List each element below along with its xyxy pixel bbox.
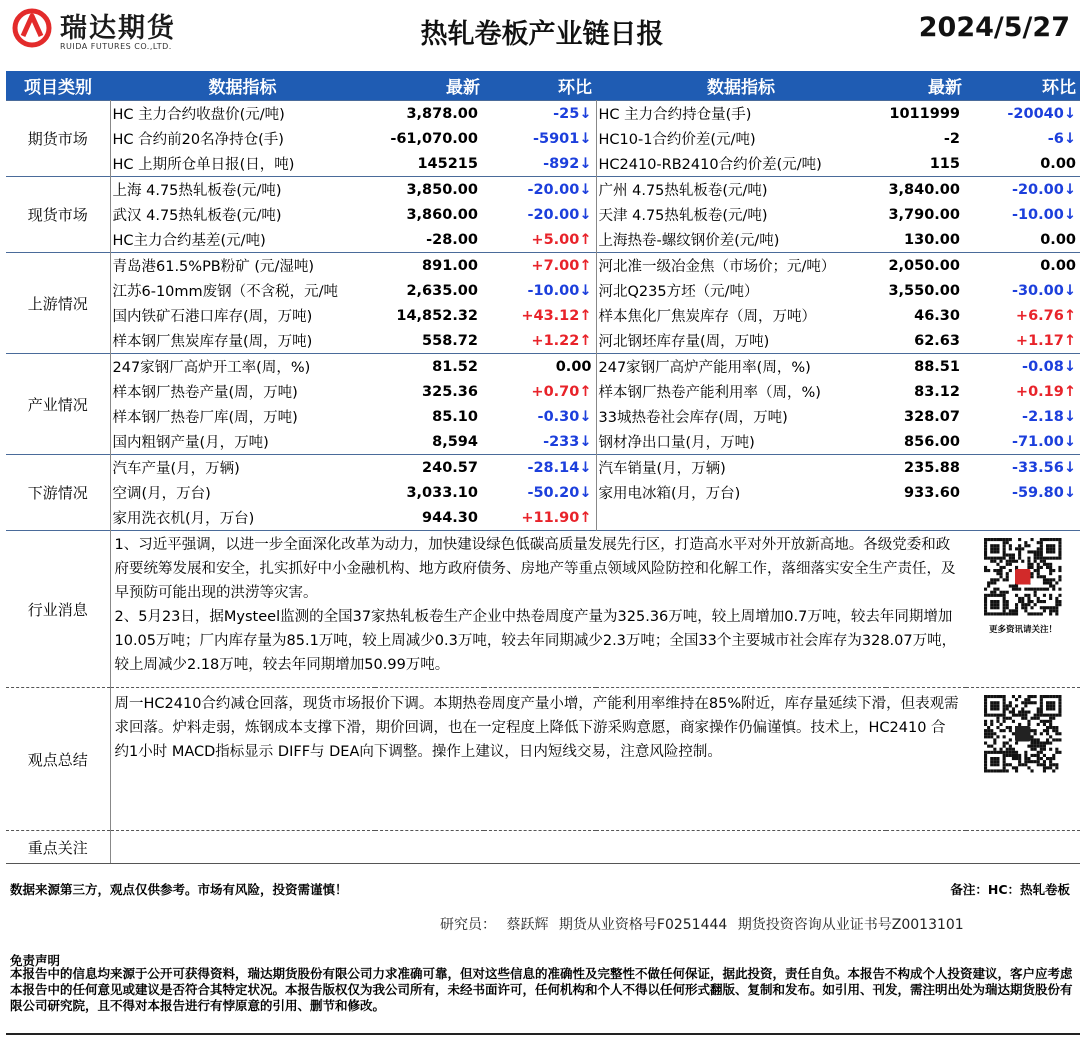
indicator-name: 江苏6-10mm废钢（不含税，元/吨 bbox=[112, 284, 339, 300]
latest-value: 240.57 bbox=[375, 455, 484, 481]
table-row bbox=[6, 126, 1080, 151]
bottom-divider bbox=[6, 1033, 1080, 1035]
change-value-right: -20040↓ bbox=[966, 101, 1080, 127]
table-row bbox=[6, 303, 1080, 328]
view-text: 周一HC2410合约减仓回落，现货市场报价下调。本期热卷周度产量小增，产能利用率维持在85%附近，库存量延续下滑，但表观需求回落。炉料走弱，炼钢成本支撑下滑，期价回调，也在一定程度上降低下游采购意愿，商家操作仍偏谨慎。技术上，HC2410 合约1小时 MACD指标显示 DIFF与 DEA向下调整。操作上建议，日内短线交易，注意风险控制。 bbox=[110, 688, 966, 831]
indicator-name-right: 河北钢坯库存量(周，万吨) bbox=[598, 334, 770, 350]
indicator-name: 武汉 4.75热轧板卷(元/吨) bbox=[112, 208, 282, 224]
latest-value-right: 130.00 bbox=[904, 231, 960, 248]
view-label: 观点总结 bbox=[6, 688, 110, 831]
header-latest: 最新 bbox=[375, 71, 484, 101]
latest-value-right: 856.00 bbox=[904, 433, 960, 450]
indicator-name: 青岛港61.5%PB粉矿 (元/湿吨) bbox=[110, 253, 375, 279]
indicator-name: 汽车产量(月，万辆) bbox=[110, 455, 375, 481]
latest-value-right: -2 bbox=[943, 130, 960, 147]
indicator-name-right: 河北Q235方坯（元/吨） bbox=[598, 284, 759, 300]
latest-value: 2,635.00 bbox=[406, 282, 478, 299]
latest-value: 81.52 bbox=[375, 354, 484, 380]
indicator-name: 国内粗钢产量(月，万吨) bbox=[112, 435, 269, 451]
indicator-name-right: 样本焦化厂焦炭库存（周，万吨） bbox=[598, 309, 816, 325]
indicator-name-right: 33城热卷社会库存(周，万吨) bbox=[598, 410, 788, 426]
analyst-info: 研究员： 蔡跃辉 期货从业资格号F0251444 期货投资咨询从业证书号Z0013101 bbox=[440, 917, 964, 933]
latest-value: 3,860.00 bbox=[406, 206, 478, 223]
indicator-name-right: 247家钢厂高炉产能用率(周，%) bbox=[596, 354, 886, 380]
indicator-name-right: 样本钢厂热卷产能利用率（周，%) bbox=[598, 385, 821, 401]
change-value-right: 0.00 bbox=[1040, 155, 1076, 172]
change-value: +0.70↑ bbox=[484, 379, 596, 404]
latest-value-right: 83.12 bbox=[914, 383, 960, 400]
change-value-right: -71.00↓ bbox=[1011, 433, 1076, 450]
table-row bbox=[6, 151, 1080, 177]
change-value-right: -30.00↓ bbox=[1011, 282, 1076, 299]
table-row bbox=[6, 379, 1080, 404]
table-header-row bbox=[6, 71, 1080, 101]
change-value-right: -10.00↓ bbox=[1011, 206, 1076, 223]
view-qr-cell bbox=[966, 688, 1080, 831]
change-value-right: -33.56↓ bbox=[966, 455, 1080, 481]
category-futures: 期货市场 bbox=[6, 101, 110, 177]
change-value-right: -2.18↓ bbox=[1022, 408, 1076, 425]
category-industry: 产业情况 bbox=[6, 354, 110, 455]
table-row bbox=[6, 404, 1080, 429]
latest-value-right: 235.88 bbox=[886, 455, 966, 481]
latest-value: -28.00 bbox=[426, 231, 478, 248]
change-value: +7.00↑ bbox=[484, 253, 596, 279]
qr-code-icon bbox=[970, 537, 1076, 617]
focus-text bbox=[110, 831, 1080, 864]
data-source-note: 数据来源第三方，观点仅供参考。市场有风险，投资需谨慎！ bbox=[10, 882, 348, 897]
latest-value-right: 1011999 bbox=[886, 101, 966, 127]
change-value: -20.00↓ bbox=[484, 177, 596, 203]
table-row bbox=[6, 455, 1080, 481]
change-value: -5901↓ bbox=[484, 126, 596, 151]
latest-value-right: 3,840.00 bbox=[886, 177, 966, 203]
header-indicator: 数据指标 bbox=[110, 71, 375, 101]
latest-value: 85.10 bbox=[432, 408, 478, 425]
header-change-right: 环比 bbox=[966, 71, 1080, 101]
latest-value-right bbox=[886, 505, 966, 531]
latest-value: 891.00 bbox=[375, 253, 484, 279]
change-value: -0.30↓ bbox=[484, 404, 596, 429]
indicator-name: 样本钢厂热卷产量(周，万吨) bbox=[112, 385, 298, 401]
change-value-right: 0.00 bbox=[1040, 231, 1076, 248]
indicator-name-right: HC2410-RB2410合约价差(元/吨) bbox=[598, 157, 822, 173]
disclaimer-text: 本报告中的信息均来源于公开可获得资料，瑞达期货股份有限公司力求准确可靠，但对这些信息的准确性及完整性不做任何保证，据此投资，责任自负。本报告不构成个人投资建议，客户应考虑本报告中的任何意见或建议是否符合其特定状况。本报告版权仅为我公司所有，未经书面许可，任何机构和个人不得以任何形式翻版、复制和发布。如引用、刊发，需注明出处为瑞达期货股份有限公司研究院，且不得对本报告进行有悖原意的引用、删节和修改。 bbox=[10, 966, 1073, 1013]
category-spot: 现货市场 bbox=[6, 177, 110, 253]
latest-value: 145215 bbox=[417, 155, 478, 172]
indicator-name: 上海 4.75热轧板卷(元/吨) bbox=[110, 177, 375, 203]
table-row bbox=[6, 480, 1080, 505]
indicator-name-right: 钢材净出口量(月，万吨) bbox=[598, 435, 755, 451]
latest-value: 8,594 bbox=[432, 433, 478, 450]
change-value: +1.22↑ bbox=[484, 328, 596, 354]
news-row bbox=[6, 531, 1080, 688]
change-value-right: +0.19↑ bbox=[1015, 383, 1076, 400]
indicator-name-right: 天津 4.75热轧板卷(元/吨) bbox=[598, 208, 768, 224]
indicator-name-right: 广州 4.75热轧板卷(元/吨) bbox=[596, 177, 886, 203]
header-change: 环比 bbox=[484, 71, 596, 101]
indicator-name: HC主力合约基差(元/吨) bbox=[112, 233, 266, 249]
change-value-right: +1.17↑ bbox=[1015, 332, 1076, 349]
change-value: +43.12↑ bbox=[484, 303, 596, 328]
indicator-name: 国内铁矿石港口库存(周，万吨) bbox=[112, 309, 313, 325]
indicator-name: HC 合约前20名净持仓(手) bbox=[112, 132, 284, 148]
change-value-right: +6.76↑ bbox=[1015, 307, 1076, 324]
header-indicator-right: 数据指标 bbox=[596, 71, 886, 101]
table-row bbox=[6, 177, 1080, 203]
news-text: 1、习近平强调，以进一步全面深化改革为动力，加快建设绿色低碳高质量发展先行区，打造高水平对外开放新高地。各级党委和政府要统筹发展和安全，扎实抓好中小金融机构、地方政府债务、房地产等重点领域风险防控和化解工作，落细落实安全生产责任，及早预防可能出现的洪涝等灾害。 2、5月23日，据Mysteel监测的全国37家热轧板卷生产企业中热卷周度产量为325.36万吨，较上周增加0.7万吨，较去年同期增加10.05万吨；厂内库存量为85.1万吨，较上周减少0.3万吨，较去年同期减少2.3万吨；全国33个主要城市社会库存为328.07万吨，较上周减少2.18万吨，较去年同期增加50.99万吨。 bbox=[110, 531, 966, 688]
indicator-name: 家用洗衣机(月，万台) bbox=[112, 511, 255, 527]
change-value: -20.00↓ bbox=[484, 202, 596, 227]
news-label: 行业消息 bbox=[6, 531, 110, 688]
focus-row bbox=[6, 831, 1080, 864]
indicator-name: 空调(月，万台) bbox=[112, 486, 211, 502]
category-upstream: 上游情况 bbox=[6, 253, 110, 354]
change-value-right: -20.00↓ bbox=[966, 177, 1080, 203]
indicator-name-right bbox=[596, 505, 886, 531]
header-category: 项目类别 bbox=[6, 71, 110, 101]
change-value-right: 0.00 bbox=[966, 253, 1080, 279]
indicator-name-right: HC 主力合约持仓量(手) bbox=[596, 101, 886, 127]
indicator-name: 样本钢厂焦炭库存量(周，万吨) bbox=[112, 334, 313, 350]
indicator-name: 样本钢厂热卷厂库(周，万吨) bbox=[112, 410, 298, 426]
latest-value-right: 3,550.00 bbox=[888, 282, 960, 299]
remark-note: 备注：HC：热轧卷板 bbox=[950, 882, 1070, 897]
latest-value: 14,852.32 bbox=[396, 307, 478, 324]
view-row bbox=[6, 688, 1080, 831]
change-value: +11.90↑ bbox=[484, 505, 596, 531]
report-title: 热轧卷板产业链日报 bbox=[420, 19, 664, 50]
indicator-name-right: 汽车销量(月，万辆) bbox=[596, 455, 886, 481]
latest-value-right: 88.51 bbox=[886, 354, 966, 380]
indicator-name-right: 上海热卷-螺纹钢价差(元/吨) bbox=[598, 233, 780, 249]
change-value: -892↓ bbox=[484, 151, 596, 177]
table-row bbox=[6, 227, 1080, 253]
data-table bbox=[6, 71, 1080, 864]
logo-text: 瑞达期货 bbox=[60, 13, 176, 44]
disclaimer-title: 免责声明 bbox=[10, 953, 61, 968]
latest-value-right: 3,790.00 bbox=[888, 206, 960, 223]
table-row bbox=[6, 278, 1080, 303]
latest-value: 3,878.00 bbox=[375, 101, 484, 127]
latest-value-right: 933.60 bbox=[904, 484, 960, 501]
latest-value: -61,070.00 bbox=[390, 130, 478, 147]
latest-value-right: 328.07 bbox=[904, 408, 960, 425]
latest-value-right: 46.30 bbox=[914, 307, 960, 324]
table-row bbox=[6, 202, 1080, 227]
change-value-right: -0.08↓ bbox=[966, 354, 1080, 380]
change-value: 0.00 bbox=[484, 354, 596, 380]
latest-value: 3,850.00 bbox=[375, 177, 484, 203]
change-value: -233↓ bbox=[484, 429, 596, 455]
indicator-name: 247家钢厂高炉开工率(周，%) bbox=[110, 354, 375, 380]
report-header bbox=[0, 0, 1084, 70]
latest-value-right: 2,050.00 bbox=[886, 253, 966, 279]
latest-value-right: 115 bbox=[929, 155, 960, 172]
qr-caption: 更多资讯请关注！ bbox=[988, 625, 1057, 635]
indicator-name-right: HC10-1合约价差(元/吨) bbox=[598, 132, 756, 148]
indicator-name: HC 上期所仓单日报(日，吨) bbox=[112, 157, 295, 173]
latest-value-right: 62.63 bbox=[914, 332, 960, 349]
indicator-name-right: 家用电冰箱(月，万台) bbox=[598, 486, 741, 502]
change-value-right bbox=[966, 505, 1080, 531]
header-latest-right: 最新 bbox=[886, 71, 966, 101]
table-row bbox=[6, 429, 1080, 455]
indicator-name: HC 主力合约收盘价(元/吨) bbox=[110, 101, 375, 127]
news-qr-cell bbox=[966, 531, 1080, 688]
category-downstream: 下游情况 bbox=[6, 455, 110, 531]
report-date: 2024/5/27 bbox=[918, 12, 1070, 43]
focus-label: 重点关注 bbox=[6, 831, 110, 864]
table-row bbox=[6, 253, 1080, 279]
change-value: -10.00↓ bbox=[484, 278, 596, 303]
change-value: -25↓ bbox=[484, 101, 596, 127]
table-row bbox=[6, 354, 1080, 380]
latest-value: 3,033.10 bbox=[406, 484, 478, 501]
change-value: -50.20↓ bbox=[484, 480, 596, 505]
change-value: +5.00↑ bbox=[484, 227, 596, 253]
change-value-right: -6↓ bbox=[1047, 130, 1076, 147]
latest-value: 944.30 bbox=[422, 509, 478, 526]
table-row bbox=[6, 328, 1080, 354]
table-row bbox=[6, 101, 1080, 127]
indicator-name-right: 河北准一级冶金焦（市场价；元/吨） bbox=[596, 253, 886, 279]
logo-subtitle: RUIDA FUTURES CO.,LTD. bbox=[60, 42, 172, 51]
latest-value: 325.36 bbox=[422, 383, 478, 400]
change-value: -28.14↓ bbox=[484, 455, 596, 481]
wechat-qr-code-icon bbox=[970, 694, 1076, 774]
latest-value: 558.72 bbox=[422, 332, 478, 349]
table-row bbox=[6, 505, 1080, 531]
change-value-right: -59.80↓ bbox=[1011, 484, 1076, 501]
